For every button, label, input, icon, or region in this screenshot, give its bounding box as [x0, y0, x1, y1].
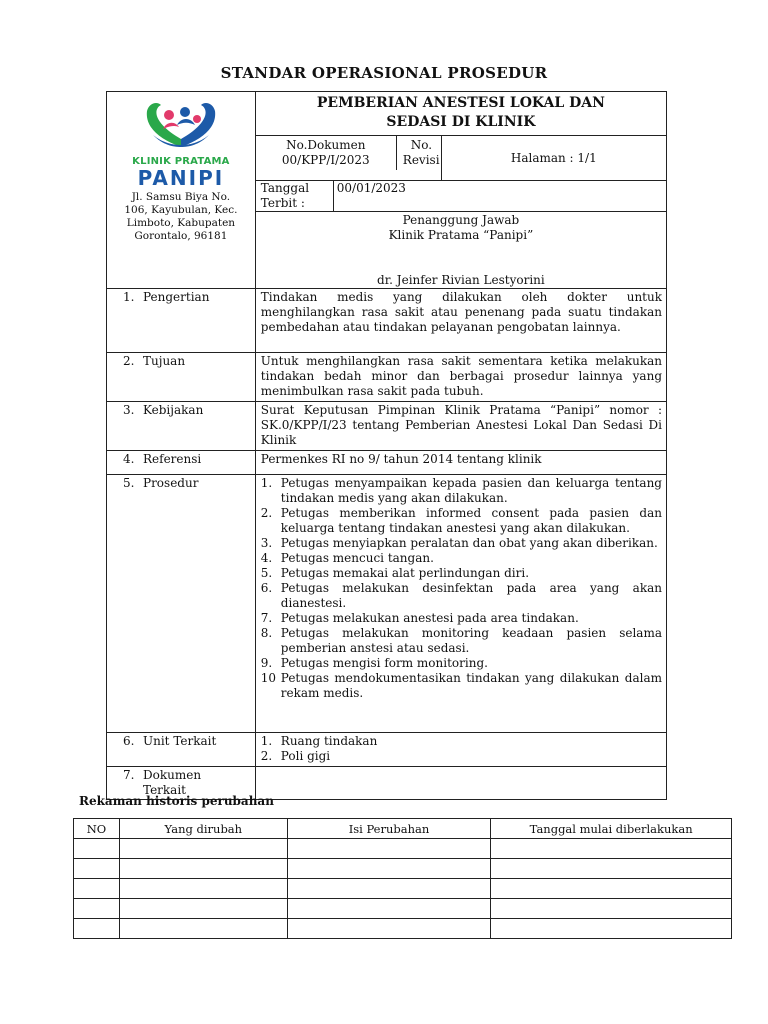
item-number: 9.	[260, 656, 273, 670]
related-units	[255, 733, 666, 767]
section-number: 4.	[123, 452, 135, 466]
history-row	[74, 919, 732, 939]
responsible-clinic: Klinik Pratama “Panipi”	[388, 228, 534, 242]
procedure-list	[256, 475, 666, 703]
history-cell	[491, 859, 732, 879]
history-cell	[119, 839, 287, 859]
history-cell	[74, 879, 120, 899]
item-text: Petugas mengisi form monitoring.	[280, 656, 488, 670]
history-cell	[287, 879, 491, 899]
section-label-line: Terkait	[143, 783, 186, 797]
revision-label: No.	[410, 138, 433, 152]
section-text-tujuan: Untuk menghilangkan rasa sakit sementara ketika melakukan tindakan bedah minor dan berbagai prosedur lainnya yang menimbulkan rasa sakit pada tubuh.	[255, 353, 666, 402]
related-unit-item	[261, 734, 662, 749]
section-number: 1.	[123, 290, 135, 304]
history-cell	[74, 859, 120, 879]
history-header-cell: Isi Perubahan	[287, 819, 491, 839]
item-number: 2.	[260, 749, 273, 763]
history-cell	[491, 839, 732, 859]
address-line: Jl. Samsu Biya No.	[131, 191, 231, 203]
section-label: Unit Terkait	[143, 734, 217, 748]
address-line: Limboto, Kabupaten	[126, 217, 236, 229]
related-unit-item	[261, 749, 662, 764]
procedure-step	[261, 581, 662, 611]
history-cell	[74, 919, 120, 939]
logo-cell	[107, 92, 256, 289]
document-title: STANDAR OPERASIONAL PROSEDUR	[220, 64, 548, 82]
history-cell	[119, 859, 287, 879]
section-label-prosedur	[107, 475, 256, 733]
history-cell	[119, 879, 287, 899]
history-cell	[287, 899, 491, 919]
section-label-line: Dokumen	[143, 768, 202, 782]
issue-date-label: Tanggal Terbit :	[255, 181, 333, 212]
item-text: Petugas melakukan desinfektan pada area yang akan dianestesi.	[280, 581, 662, 610]
section-text-kebijakan: Surat Keputusan Pimpinan Klinik Pratama “Panipi” nomor : SK.0/KPP/I/23 tentang Pemberian Anestesi Lokal Dan Sedasi Di Klinik	[255, 402, 666, 451]
history-cell	[74, 899, 120, 919]
item-number: 2.	[260, 506, 273, 520]
item-text: Petugas memberikan informed consent pada pasien dan keluarga tentang tindakan anestesi yang akan dilakukan.	[280, 506, 662, 535]
section-label-unit-terkait	[107, 733, 256, 767]
revision-box	[396, 136, 440, 170]
item-number: 10	[260, 671, 277, 685]
item-number: 4.	[260, 551, 273, 565]
section-number: 3.	[123, 403, 135, 417]
section-number: 6.	[123, 734, 135, 748]
item-text: Petugas menyampaikan kepada pasien dan keluarga tentang tindakan medis yang akan dilakukan.	[280, 476, 662, 505]
procedure-step	[261, 656, 662, 671]
responsible-party	[255, 212, 666, 289]
section-text-dokumen-terkait	[255, 767, 666, 800]
procedure-step	[261, 611, 662, 626]
section-number: 7.	[123, 768, 135, 782]
logo-emblem-icon	[139, 99, 223, 151]
procedure-step	[261, 566, 662, 581]
item-text: Petugas melakukan monitoring keadaan pasien selama pemberian anstesi atau sedasi.	[280, 626, 662, 655]
section-label-tujuan	[107, 353, 256, 402]
sop-title-line: PEMBERIAN ANESTESI LOKAL DAN	[316, 95, 605, 111]
signatory-name: dr. Jeinfer Rivian Lestyorini	[377, 273, 545, 287]
doc-number-box	[256, 136, 397, 170]
section-label: Pengertian	[143, 290, 210, 304]
responsible-title: Penanggung Jawab	[402, 213, 520, 227]
item-number: 7.	[260, 611, 273, 625]
section-text-referensi: Permenkes RI no 9/ tahun 2014 tentang klinik	[255, 451, 666, 475]
history-header-cell: Tanggal mulai diberlakukan	[491, 819, 732, 839]
history-row	[74, 879, 732, 899]
sop-title	[255, 92, 666, 136]
section-label: Referensi	[143, 452, 202, 466]
section-text-pengertian: Tindakan medis yang dilakukan oleh dokter untuk menghilangkan rasa sakit atau penenang pada suatu tindakan pembedahan atau tindakan pelayanan pengobatan lainnya.	[255, 289, 666, 353]
procedure-steps	[255, 475, 666, 733]
procedure-step	[261, 626, 662, 656]
clinic-type-label: KLINIK PRATAMA	[132, 156, 230, 167]
history-header-cell: Yang dirubah	[119, 819, 287, 839]
doc-number-value: 00/KPP/I/2023	[281, 153, 370, 167]
history-cell	[74, 839, 120, 859]
item-number: 1.	[260, 476, 273, 490]
item-number: 6.	[260, 581, 273, 595]
procedure-step	[261, 551, 662, 566]
history-cell	[287, 919, 491, 939]
history-cell	[119, 899, 287, 919]
item-text: Petugas mencuci tangan.	[280, 551, 434, 565]
history-cell	[491, 919, 732, 939]
item-text: Petugas memakai alat perlindungan diri.	[280, 566, 530, 580]
history-cell	[491, 899, 732, 919]
issue-date-value: 00/01/2023	[333, 181, 666, 212]
history-row	[74, 899, 732, 919]
item-number: 8.	[260, 626, 273, 640]
section-number: 5.	[123, 476, 135, 490]
section-label: Tujuan	[143, 354, 186, 368]
document-number-cell	[255, 136, 441, 181]
section-label: Kebijakan	[143, 403, 204, 417]
item-text: Petugas menyiapkan peralatan dan obat yang akan diberikan.	[280, 536, 658, 550]
procedure-step	[261, 506, 662, 536]
item-number: 3.	[260, 536, 273, 550]
history-cell	[287, 839, 491, 859]
item-text: Petugas mendokumentasikan tindakan yang dilakukan dalam rekam medis.	[280, 671, 662, 700]
section-label-referensi	[107, 451, 256, 475]
sop-title-line: SEDASI DI KLINIK	[386, 114, 536, 130]
history-cell	[287, 859, 491, 879]
history-row	[74, 859, 732, 879]
item-number: 5.	[260, 566, 273, 580]
history-row	[74, 839, 732, 859]
section-label-kebijakan	[107, 402, 256, 451]
history-header-row	[74, 819, 732, 839]
section-label: Prosedur	[143, 476, 199, 490]
clinic-logo	[107, 99, 255, 155]
section-label-pengertian	[107, 289, 256, 353]
history-title: Rekaman historis perubahan	[79, 794, 274, 808]
item-text: Ruang tindakan	[280, 734, 378, 748]
clinic-address	[107, 191, 255, 243]
history-header-cell: NO	[74, 819, 120, 839]
history-cell	[119, 919, 287, 939]
address-line: 106, Kayubulan, Kec.	[124, 204, 238, 216]
procedure-step	[261, 536, 662, 551]
clinic-brand-name: PANIPI	[137, 166, 225, 190]
item-text: Poli gigi	[280, 749, 331, 763]
address-line: Gorontalo, 96181	[134, 230, 228, 242]
item-number: 1.	[260, 734, 273, 748]
history-cell	[491, 879, 732, 899]
procedure-step	[261, 476, 662, 506]
revision-label: Revisi	[402, 153, 440, 167]
history-table	[73, 818, 732, 939]
related-units-list	[256, 733, 666, 766]
sop-table	[106, 91, 667, 800]
item-text: Petugas melakukan anestesi pada area tindakan.	[280, 611, 579, 625]
section-number: 2.	[123, 354, 135, 368]
doc-number-label: No.Dokumen	[286, 138, 366, 152]
procedure-step	[261, 671, 662, 701]
page-info: Halaman : 1/1	[441, 136, 666, 181]
